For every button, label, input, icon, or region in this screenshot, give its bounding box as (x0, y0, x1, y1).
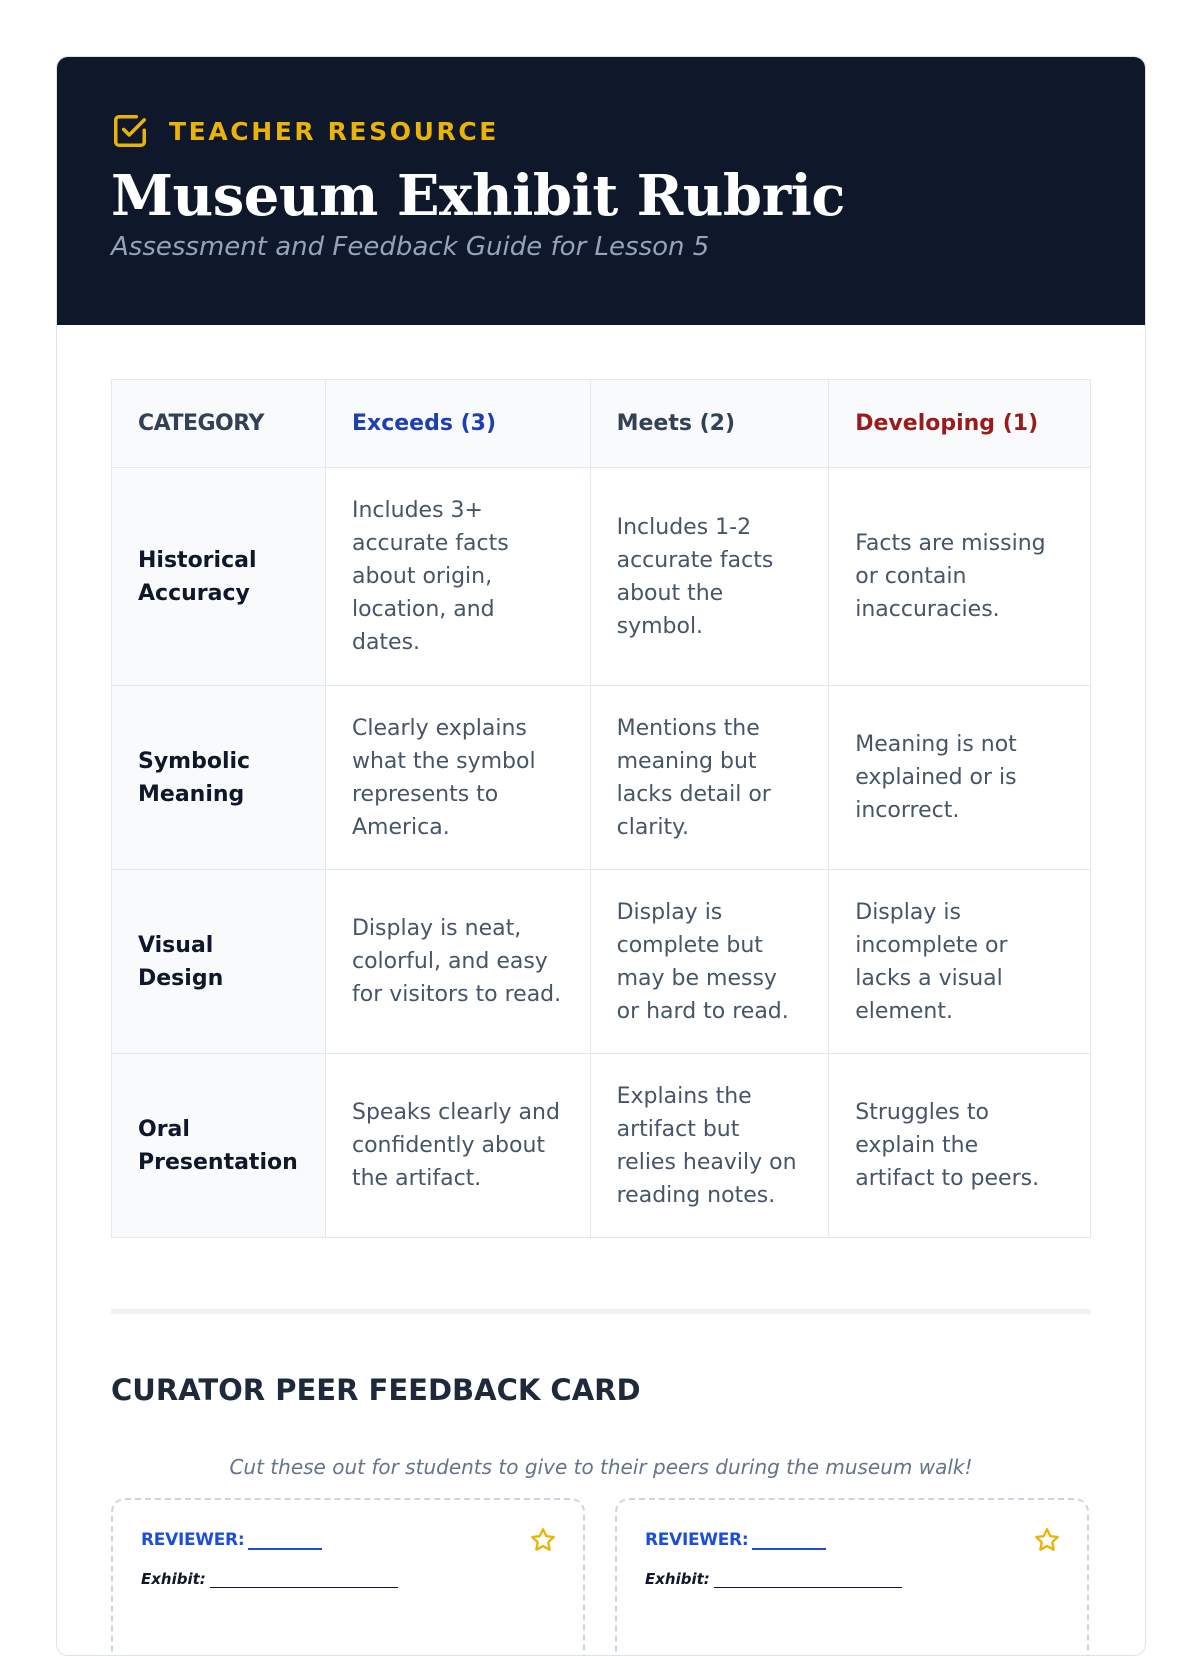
cell-developing: Meaning is not explained or is incorrect. (829, 686, 1091, 870)
exhibit-blank (714, 1570, 902, 1588)
feedback-note: Cut these out for students to give to their peers during the museum walk! (229, 1455, 973, 1479)
header-category: CATEGORY (112, 380, 326, 468)
cell-meets: Mentions the meaning but lacks detail or clarity. (590, 686, 829, 870)
cell-meets: Explains the artifact but relies heavily on reading notes. (590, 1054, 829, 1238)
cell-meets: Display is complete but may be messy or hard to read. (590, 870, 829, 1054)
star-icon (1033, 1526, 1061, 1554)
rubric-header-row (112, 380, 1091, 468)
cell-exceeds: Speaks clearly and confidently about the artifact. (325, 1054, 590, 1238)
cell-developing: Facts are missing or contain inaccuracies. (829, 468, 1091, 686)
table-row (112, 468, 1091, 686)
checkbox-icon (111, 112, 149, 150)
eyebrow-label: TEACHER RESOURCE (169, 116, 499, 146)
reviewer-line (141, 1530, 322, 1550)
cell-developing: Struggles to explain the artifact to peers. (829, 1054, 1091, 1238)
row-category: Visual Design (112, 870, 326, 1054)
exhibit-line (141, 1570, 398, 1588)
header-developing: Developing (1) (829, 380, 1091, 468)
reviewer-label: REVIEWER: (141, 1530, 245, 1550)
exhibit-label: Exhibit: (645, 1570, 710, 1588)
feedback-section-title: CURATOR PEER FEEDBACK CARD (111, 1373, 641, 1407)
cell-developing: Display is incomplete or lacks a visual element. (829, 870, 1091, 1054)
feedback-card (615, 1498, 1089, 1656)
reviewer-label: REVIEWER: (645, 1530, 749, 1550)
row-category: Historical Accuracy (112, 468, 326, 686)
reviewer-line (645, 1530, 826, 1550)
cell-exceeds: Includes 3+ accurate facts about origin, location, and dates. (325, 468, 590, 686)
header-meets: Meets (2) (590, 380, 829, 468)
table-row (112, 686, 1091, 870)
cell-exceeds: Display is neat, colorful, and easy for visitors to read. (325, 870, 590, 1054)
cell-meets: Includes 1-2 accurate facts about the symbol. (590, 468, 829, 686)
eyebrow (111, 113, 1091, 149)
exhibit-line (645, 1570, 902, 1588)
exhibit-blank (210, 1570, 398, 1588)
table-row (112, 1054, 1091, 1238)
row-category: Symbolic Meaning (112, 686, 326, 870)
page-title: Museum Exhibit Rubric (111, 163, 845, 229)
section-divider (111, 1309, 1091, 1314)
page-subtitle: Assessment and Feedback Guide for Lesson 5 (111, 232, 710, 262)
feedback-card (111, 1498, 585, 1656)
table-row (112, 870, 1091, 1054)
star-icon (529, 1526, 557, 1554)
reviewer-blank (752, 1532, 826, 1550)
reviewer-blank (248, 1532, 322, 1550)
rubric-table (111, 379, 1091, 1238)
row-category: Oral Presentation (112, 1054, 326, 1238)
header-exceeds: Exceeds (3) (325, 380, 590, 468)
cell-exceeds: Clearly explains what the symbol represents to America. (325, 686, 590, 870)
page-header (57, 57, 1145, 325)
exhibit-label: Exhibit: (141, 1570, 206, 1588)
rubric-page (56, 56, 1146, 1656)
